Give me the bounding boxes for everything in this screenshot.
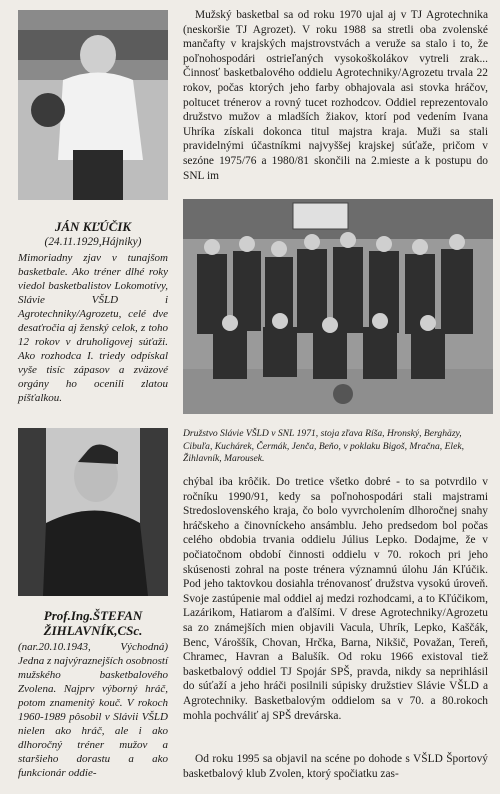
team-photo-caption: Družstvo Slávie VŠLD v SNL 1971, stoja zľava Ríša, Hronský, Berghäzy, Cibuľa, Kuchárek, Čermák, Jenča, Beňo, v poklaku Bigoš, Mračna, Elek, Žihlavník, Marousek. [183, 428, 465, 465]
zihlavnik-name: Prof.Ing.ŠTEFAN ŽIHLAVNÍK,CSc. [43, 608, 143, 638]
zihlavnik-photo [18, 428, 168, 596]
team-photo [183, 199, 493, 414]
klucik-photo [18, 10, 168, 200]
body-continued-paragraph: chýbal iba krôčik. Do tretice všetko dobré - to sa potvrdilo v ročníku 1990/91, kedy sa poľnohospodári stali majstrami Stredoslovenského kraja, čo bolo vyvrcholením dlhoročnej snahy hráčskeho a činovníckeho ansámblu. Jeho predsedom bol počas celého obdobia trvania oddielu Július Lepko. Dodajme, že v počiatočnom období činnosti oddielu v 70. rokoch pri jeho skúsenosti zohral na poste trénera významnú úlohu Ján Kľúčik. Pod jeho taktovkou dosiahla trénovanosť družstva vysokú úroveň. Svoje zastúpenie mal oddiel aj medzi rozhodcami, a to Kľúčikom, Lazárikom, Hatiarom a ďalšími. V drese Agrotechniky/Agrozetu sa zo známejších mien objavili Vacula, Uhrík, Lepko, Kaščák, Benc, Vároššík, Chovan, Hrčka, Barna, Nikšič, Považan, Tereň, Chramec, Havran a Balušík. Od roku 1966 existoval tiež basketbalový oddiel TJ Spojár SPŠ, pravda, nikdy sa neprihlásil do súťaží a jeho hráči posilnili súpisky družstiev Slávie VŠLD a Agrotechniky. Basketbalovým oddielom sa v 70. a 80.rokoch mohla pochváliť aj SPŠ drevárska. [183, 476, 488, 722]
klucik-name: JÁN KĽÚČIK [54, 219, 132, 234]
intro-paragraph: Mužský basketbal sa od roku 1970 ujal aj v TJ Agrotechnika (neskoršie TJ Agrozet). V roku 1988 sa stretli oba zvolenské mančafty v krajských majstrovstvách a veruže sa stalo i to, že poľnohospodári ostrieľaných vysokoškolákov vytreli zrak... Činnosť basketbalového oddielu Agrotechniky/Agrozetu trvala 22 rokov, počas ktorých jeho farby obhajovala asi stovka hráčov, poltucet trénerov a rovný tucet rozhodcov. Oddiel reprezentovalo družstvo mužov a mladších žiakov, ktorí pod vedením Ivana Uhríka získali dokonca titul majstra kraja. Muži sa stali pravidelnými účastníkmi najvyššej krajskej súťaže, pričom v sezóne 1975/76 a 1980/81 skončili na 2.mieste a k postupu do SNL im [183, 9, 488, 182]
klucik-bio: Mimoriadny zjav v tunajšom basketbale. Ako tréner dlhé roky viedol basketbalistov Lokomotívy, Slávie VŠLD i Agrotechniky/Agrozetu, celé dve desaťročia aj ženský celok, z toho 12 rokov v druholigovej súťaži. Ako rozhodca I. triedy odpískal vyše tisíc zápasov a zväzové orgány ho ocenili zlatou píšťalkou. [18, 252, 168, 404]
klucik-dates: (24.11.1929,Hájniky) [44, 236, 142, 248]
body-paragraph-2: Od roku 1995 sa objavil na scéne po dohode s VŠLD Športový basketbalový klub Zvolen, ktorý spočiatku zas- [183, 753, 488, 780]
zihlavnik-bio: (nar.20.10.1943, Východná) Jedna z najvýraznejších osobností mužského basketbalového Zvolena. Najprv výborný hráč, potom znamenitý kouč. V rokoch 1960-1989 pôsobil v Slávii VŠLD nielen ako hráč, ale i ako dlhoročný tréner mužov a staršieho dorastu a ako funkcionár oddie- [18, 641, 169, 779]
